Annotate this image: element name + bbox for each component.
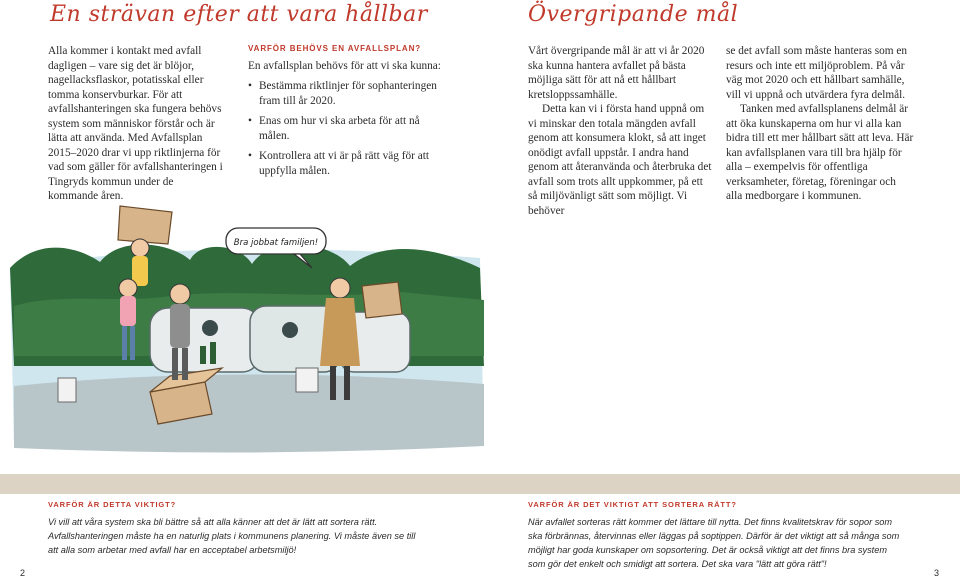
why-plan-bullet: • Bestämma riktlinjer för sophanteringen fram till år 2020. <box>248 79 444 108</box>
person-on-container <box>131 239 149 286</box>
page-number-left: 2 <box>20 568 26 578</box>
footer-left-heading: VARFÖR ÄR DETTA VIKTIGT? <box>48 500 177 509</box>
goals-column-a <box>528 44 713 218</box>
why-plan-section <box>248 42 444 184</box>
recycling-station-illustration <box>0 196 500 458</box>
footer-why-important <box>48 498 428 557</box>
footer-right-text: När avfallet sorteras rätt kommer det lättare till nytta. Det finns kvalitetskrav för sopor som ska förbrännas, återvinnas eller läggas på soptippen. Därför är det viktigt att så många som möjligt har goda kunskaper om sopsortering. Det är också viktigt att det finns bra system som gör det enkelt och smidigt att sortera. Det ska vara "lätt att göra rätt"! <box>528 517 900 569</box>
footer-right-heading: VARFÖR ÄR DET VIKTIGT ATT SORTERA RÄTT? <box>528 500 737 509</box>
why-plan-lead: En avfallsplan behövs för att vi ska kunna: <box>248 59 441 72</box>
why-plan-bullet: • Kontrollera att vi är på rätt väg för att uppfylla målen. <box>248 149 444 178</box>
footer-why-sort <box>528 498 903 571</box>
why-plan-bullet: • Enas om hur vi ska arbeta för att nå målen. <box>248 114 444 143</box>
goals-paragraph-4: Tanken med avfallsplanens delmål är att öka kunskaperna om hur vi alla kan bidra till ett mer hållbart sätt att leva. Här kan avfallsplanen vara till bra hjälp för alla – exempelvis för offentliga verksamheter, företag, föreningar och alla medborgare i kommunen. <box>726 103 914 202</box>
goals-paragraph-2: Detta kan vi i första hand uppnå om vi minskar den totala mängden avfall genom att konsumera klokt, så att inget onödigt avfall uppstår. I andra hand genom att återanvända och återbruka det avfall som trots allt uppkommer, på ett så miljövänligt sätt som möjligt. Vi behöver <box>528 103 712 217</box>
why-plan-list <box>248 79 444 178</box>
left-page-title: En strävan efter att vara hållbar <box>50 2 428 27</box>
intro-paragraph: Alla kommer i kontakt med avfall dagligen – vare sig det är blöjor, nagellacksflaskor, potatisskal eller tomma konservburkar. För att avfallshanteringen ska fungera behövs system som människor förstår och är lätta att använda. Med Avfallsplan 2015–2020 drar vi upp riktlinjerna för vad som gäller för avfallshanteringen i Tingryds kommun under de kommande åren. <box>48 45 223 202</box>
right-page-title: Övergripande mål <box>528 2 739 27</box>
goals-paragraph-1: Vårt övergripande mål är att vi år 2020 ska kunna hantera avfallet på bästa möjliga sätt för att nå ett hållbart kretsloppssamhälle. <box>528 45 705 101</box>
footer-left-text: Vi vill att våra system ska bli bättre så att alla känner att det är lätt att sortera rätt. Avfallshanteringen måste ha en naturlig plats i kommunens planering. Vi måste även se till att alla som arbetar med avfall har en acceptabel arbetsmiljö! <box>48 517 416 555</box>
page-number-right: 3 <box>934 568 940 578</box>
goals-paragraph-3: se det avfall som måste hanteras som en resurs och inte ett miljöproblem. På vår väg mot 2020 och ett hållbart samhälle, vill vi uppnå och utvärdera fyra delmål. <box>726 45 908 101</box>
footer-band <box>0 474 960 494</box>
goals-column-b <box>726 44 914 204</box>
why-plan-heading: VARFÖR BEHÖVS EN AVFALLSPLAN? <box>248 44 422 53</box>
intro-column <box>48 44 226 204</box>
speech-bubble-text: Bra jobbat familjen! <box>233 238 319 248</box>
